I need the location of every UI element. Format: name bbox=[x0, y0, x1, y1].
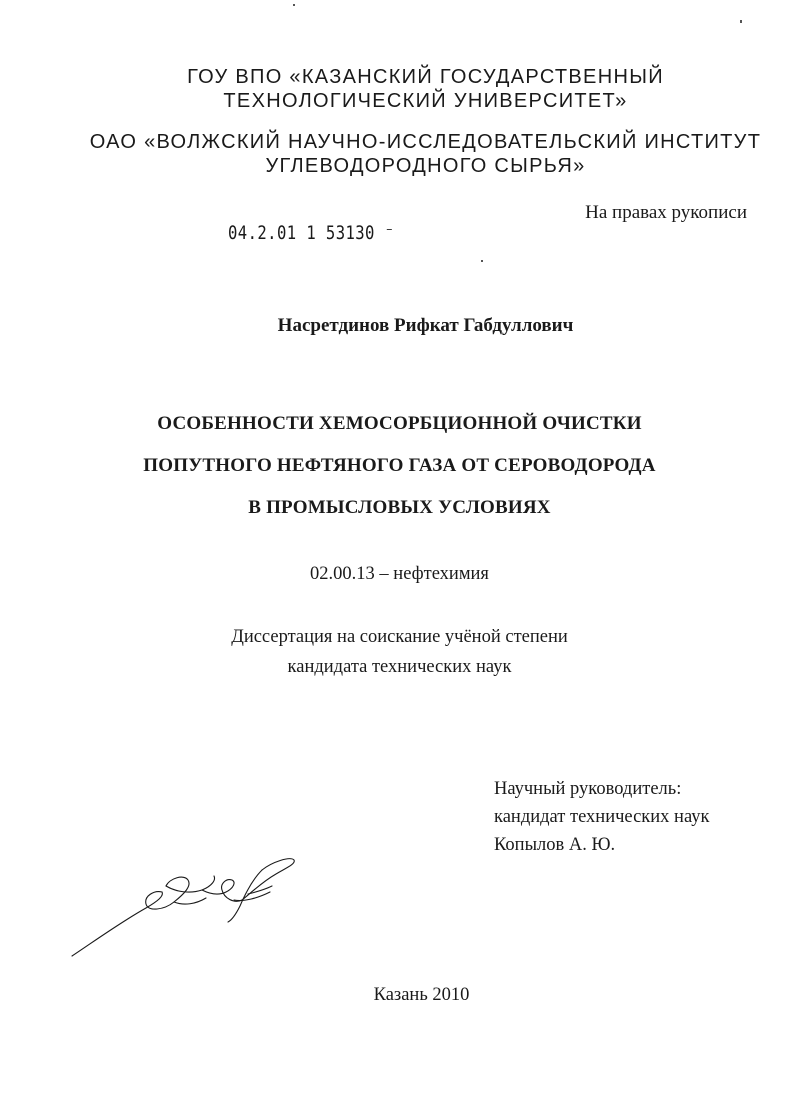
degree-line1: Диссертация на соискание учёной степени bbox=[231, 627, 568, 647]
org1-line2: ТЕХНОЛОГИЧЕСКИЙ УНИВЕРСИТЕТ» bbox=[223, 90, 628, 112]
supervisor-degree: кандидат технических наук bbox=[494, 807, 710, 827]
scan-speck bbox=[293, 4, 295, 6]
supervisor-name: Копылов А. Ю. bbox=[494, 835, 616, 855]
scan-speck bbox=[740, 20, 742, 23]
library-stamp-code: 04.2.01 1 53130 ⁻ bbox=[228, 222, 395, 244]
supervisor-label: Научный руководитель: bbox=[494, 779, 682, 799]
degree-line2: кандидата технических наук bbox=[287, 657, 512, 677]
org1-line1: ГОУ ВПО «КАЗАНСКИЙ ГОСУДАРСТВЕННЫЙ bbox=[187, 66, 664, 88]
title-line3: В ПРОМЫСЛОВЫХ УСЛОВИЯХ bbox=[248, 497, 551, 518]
scan-speck bbox=[481, 260, 483, 262]
org2-line2: УГЛЕВОДОРОДНОГО СЫРЬЯ» bbox=[265, 155, 586, 177]
title-line1: ОСОБЕННОСТИ ХЕМОСОРБЦИОННОЙ ОЧИСТКИ bbox=[157, 413, 642, 434]
author-name: Насретдинов Рифкат Габдуллович bbox=[277, 315, 574, 336]
manuscript-rights-note: На правах рукописи bbox=[585, 202, 747, 223]
city-year: Казань 2010 bbox=[373, 985, 470, 1005]
title-line2: ПОПУТНОГО НЕФТЯНОГО ГАЗА ОТ СЕРОВОДОРОДА bbox=[143, 455, 656, 476]
author-signature bbox=[66, 852, 302, 960]
specialty-code: 02.00.13 – нефтехимия bbox=[310, 564, 489, 584]
org2-line1: ОАО «ВОЛЖСКИЙ НАУЧНО-ИССЛЕДОВАТЕЛЬСКИЙ ИНСТИТУТ bbox=[89, 131, 762, 153]
